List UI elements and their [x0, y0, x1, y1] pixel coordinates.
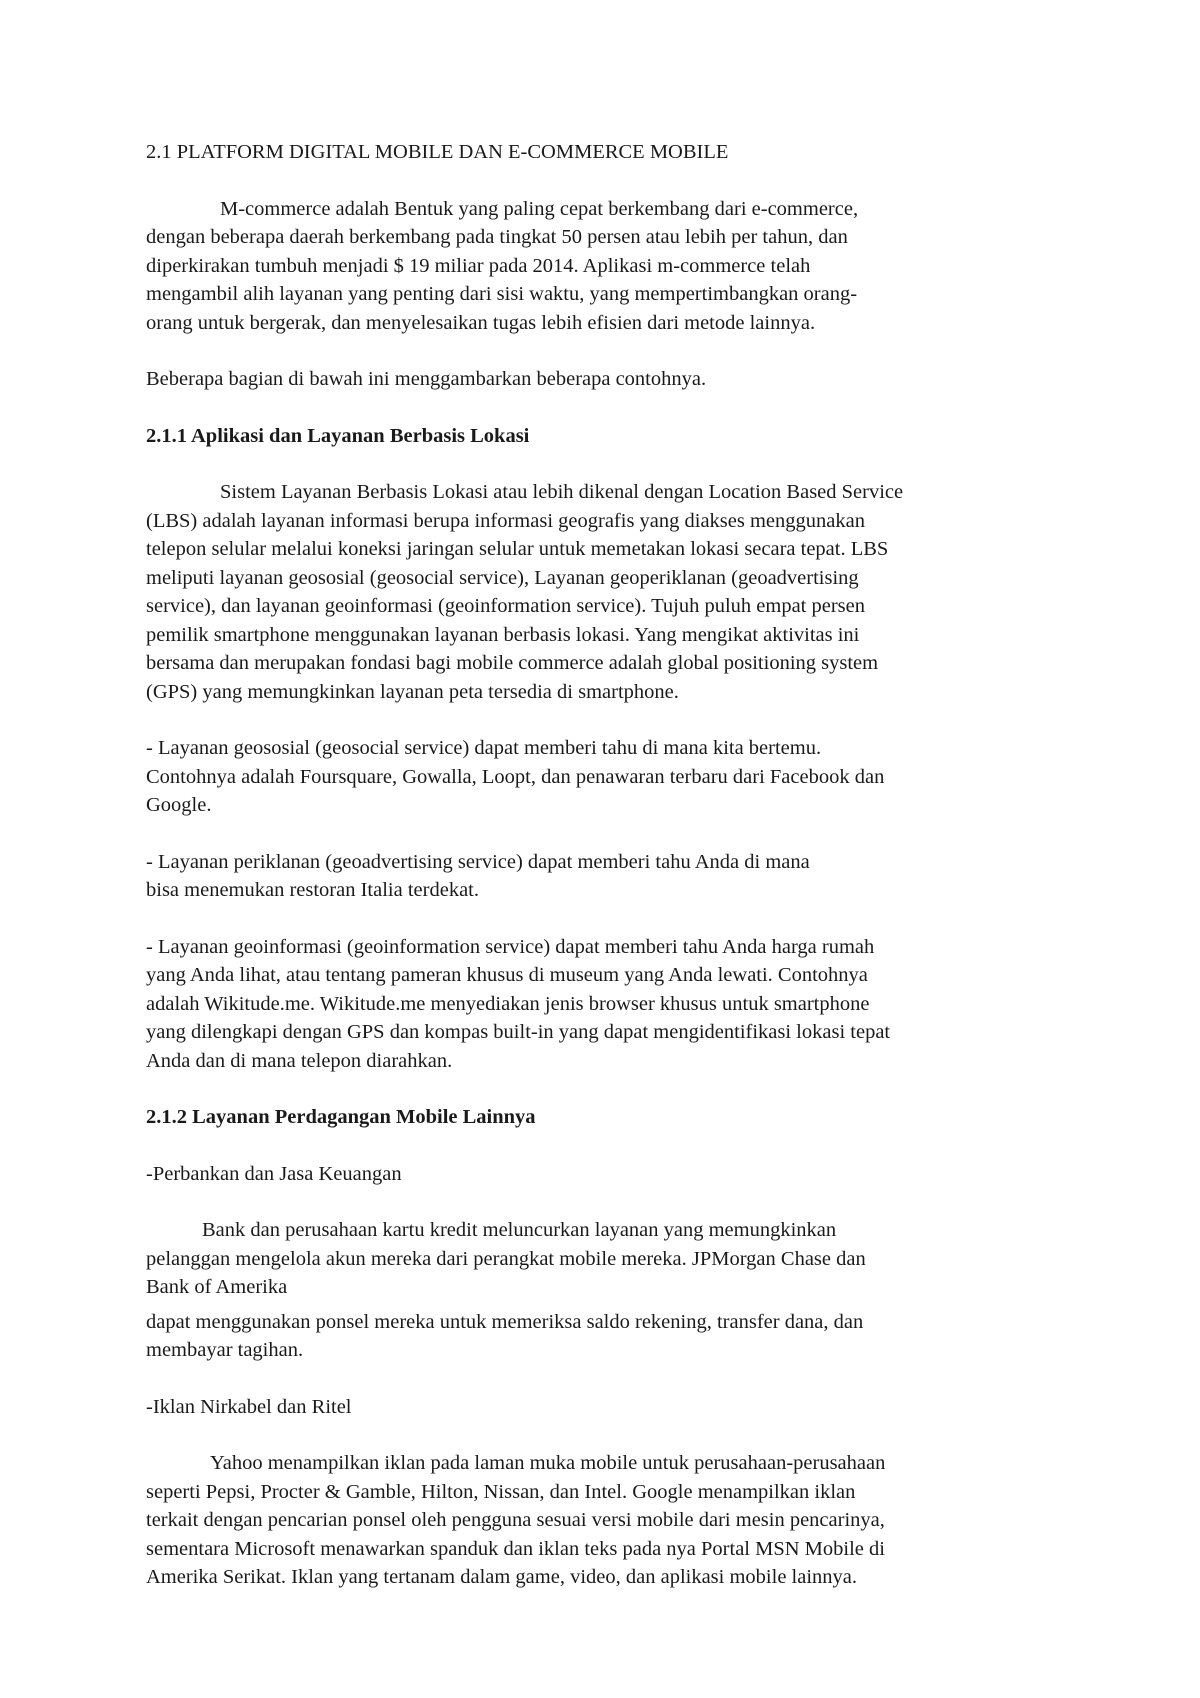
- paragraph-line: seperti Pepsi, Procter & Gamble, Hilton, Nissan, dan Intel. Google menampilkan iklan: [146, 1480, 856, 1503]
- paragraph-line: yang Anda lihat, atau tentang pameran khusus di museum yang Anda lewati. Contohnya: [146, 964, 868, 986]
- paragraph-line: - Layanan geososial (geosocial service) dapat memberi tahu di mana kita bertemu.: [146, 737, 822, 759]
- paragraph-line: Contohnya adalah Foursquare, Gowalla, Loopt, dan penawaran terbaru dari Facebook dan: [146, 765, 885, 788]
- intro-paragraph: [146, 195, 1046, 338]
- paragraph-line: sementara Microsoft menawarkan spanduk dan iklan teks pada nya Portal MSN Mobile di: [146, 1537, 885, 1560]
- document-page: [146, 138, 1046, 1592]
- paragraph-line: dapat menggunakan ponsel mereka untuk memeriksa saldo rekening, transfer dana, dan: [146, 1310, 864, 1333]
- paragraph-line: Bank of Amerika: [146, 1276, 288, 1298]
- subsection-title-banking: -Perbankan dan Jasa Keuangan: [146, 1162, 402, 1185]
- paragraph-line: Anda dan di mana telepon diarahkan.: [146, 1049, 453, 1072]
- paragraph-line: bersama dan merupakan fondasi bagi mobile commerce adalah global positioning system: [146, 652, 879, 674]
- lbs-paragraph: [146, 478, 1046, 706]
- spacer: [146, 337, 1046, 365]
- paragraph-line: terkait dengan pencarian ponsel oleh pengguna sesuai versi mobile dari mesin pencarinya,: [146, 1509, 885, 1531]
- spacer: [146, 450, 1046, 478]
- spacer: [146, 1365, 1046, 1393]
- banking-paragraph: [146, 1216, 1046, 1365]
- spacer: [146, 820, 1046, 848]
- spacer: [146, 706, 1046, 734]
- paragraph-line: - Layanan periklanan (geoadvertising service) dapat memberi tahu Anda di mana: [146, 850, 810, 873]
- geosocial-item: [146, 734, 1046, 820]
- paragraph-line: Yahoo menampilkan iklan pada laman muka mobile untuk perusahaan-perusahaan: [210, 1452, 886, 1474]
- section-heading-211: 2.1.1 Aplikasi dan Layanan Berbasis Lokasi: [146, 424, 530, 447]
- paragraph-line: diperkirakan tumbuh menjadi $ 19 miliar pada 2014. Aplikasi m-commerce telah: [146, 254, 811, 277]
- paragraph-line: (LBS) adalah layanan informasi berupa informasi geografis yang diakses menggunakan: [146, 509, 865, 532]
- spacer: [146, 394, 1046, 422]
- paragraph-line: telepon selular melalui koneksi jaringan selular untuk memetakan lokasi secara tepat. LBS: [146, 538, 889, 560]
- paragraph-line: pemilik smartphone menggunakan layanan berbasis lokasi. Yang mengikat aktivitas ini: [146, 623, 860, 646]
- spacer: [146, 905, 1046, 933]
- paragraph-line: bisa menemukan restoran Italia terdekat.: [146, 879, 479, 901]
- paragraph-line: Bank dan perusahaan kartu kredit meluncurkan layanan yang memungkinkan: [202, 1219, 837, 1241]
- paragraph-line: mengambil alih layanan yang penting dari sisi waktu, yang mempertimbangkan orang-: [146, 283, 858, 305]
- page-title: 2.1 PLATFORM DIGITAL MOBILE DAN E-COMMERCE MOBILE: [146, 141, 729, 163]
- ads-paragraph: [146, 1449, 1046, 1592]
- paragraph-line: service), dan layanan geoinformasi (geoinformation service). Tujuh puluh empat persen: [146, 595, 866, 617]
- spacer: [146, 1075, 1046, 1103]
- paragraph-line: orang untuk bergerak, dan menyelesaikan tugas lebih efisien dari metode lainnya.: [146, 311, 816, 334]
- paragraph-line: Google.: [146, 794, 212, 816]
- paragraph-line: Amerika Serikat. Iklan yang tertanam dalam game, video, dan aplikasi mobile lainnya.: [146, 1566, 858, 1588]
- spacer: [146, 1421, 1046, 1449]
- paragraph-line: M-commerce adalah Bentuk yang paling cepat berkembang dari e-commerce,: [220, 197, 859, 220]
- geoinformation-item: [146, 933, 1046, 1076]
- paragraph-line: - Layanan geoinformasi (geoinformation service) dapat memberi tahu Anda harga rumah: [146, 935, 875, 958]
- paragraph-line: yang dilengkapi dengan GPS dan kompas built-in yang dapat mengidentifikasi lokasi tepat: [146, 1021, 891, 1043]
- paragraph-line: Sistem Layanan Berbasis Lokasi atau lebih dikenal dengan Location Based Service: [220, 481, 904, 503]
- section-heading-212: 2.1.2 Layanan Perdagangan Mobile Lainnya: [146, 1106, 536, 1128]
- paragraph-line: meliputi layanan geososial (geosocial service), Layanan geoperiklanan (geoadvertising: [146, 566, 859, 589]
- paragraph-line: adalah Wikitude.me. Wikitude.me menyediakan jenis browser khusus untuk smartphone: [146, 992, 870, 1015]
- geoadvertising-item: [146, 848, 1046, 905]
- spacer: [146, 167, 1046, 195]
- paragraph-line: membayar tagihan.: [146, 1339, 304, 1361]
- paragraph-line: (GPS) yang memungkinkan layanan peta tersedia di smartphone.: [146, 680, 679, 703]
- paragraph-line: pelanggan mengelola akun mereka dari perangkat mobile mereka. JPMorgan Chase dan: [146, 1247, 866, 1270]
- spacer: [146, 1188, 1046, 1216]
- spacer: [146, 1132, 1046, 1160]
- paragraph-line: dengan beberapa daerah berkembang pada tingkat 50 persen atau lebih per tahun, dan: [146, 226, 848, 248]
- subsection-title-ads: -Iklan Nirkabel dan Ritel: [146, 1395, 352, 1418]
- examples-intro: Beberapa bagian di bawah ini menggambarkan beberapa contohnya.: [146, 368, 707, 390]
